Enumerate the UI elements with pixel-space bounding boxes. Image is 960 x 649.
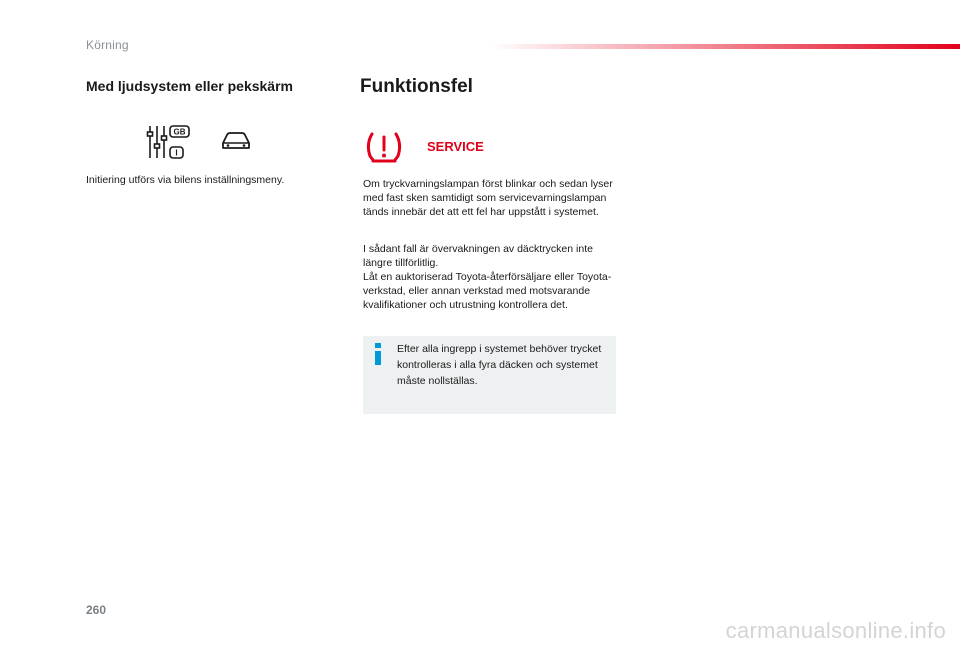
reliability-line: I sådant fall är övervakningen av däcktrycken inte längre tillförlitlig. [363,243,593,269]
left-body-text: Initiering utförs via bilens inställningsmeny. [86,174,285,186]
reliability-paragraph [363,242,623,312]
info-icon [372,343,384,365]
service-warning-icon [427,138,484,159]
page-number: 260 [86,603,107,617]
section-label: Körning [86,38,129,52]
info-text: Efter alla ingrepp i systemet behöver trycket kontrolleras i alla fyra däcken och systemet måste nollställas. [397,343,602,387]
gb-badge-text: GB [173,127,186,137]
right-heading: Funktionsfel [360,76,473,97]
watermark: carmanualsonline.info [725,618,946,643]
i-badge-text: I [175,148,178,158]
gb-settings-icon [146,124,192,165]
tire-pressure-warning-icon [364,130,404,171]
info-box [363,336,616,414]
car-icon [220,130,252,157]
service-label: SERVICE [427,139,484,154]
malfunction-paragraph: Om tryckvarningslampan först blinkar och sedan lyser med fast sken samtidigt som servicevarningslampan tänds innebär det att ett fel har uppstått i systemet. [363,178,613,218]
dealer-line: Låt en auktoriserad Toyota-återförsäljare eller Toyota-verkstad, eller annan verkstad med motsvarande kvalifikationer och utrustning kontrollera det. [363,271,612,311]
header-rule [490,44,960,49]
left-heading: Med ljudsystem eller pekskärm [86,78,293,94]
